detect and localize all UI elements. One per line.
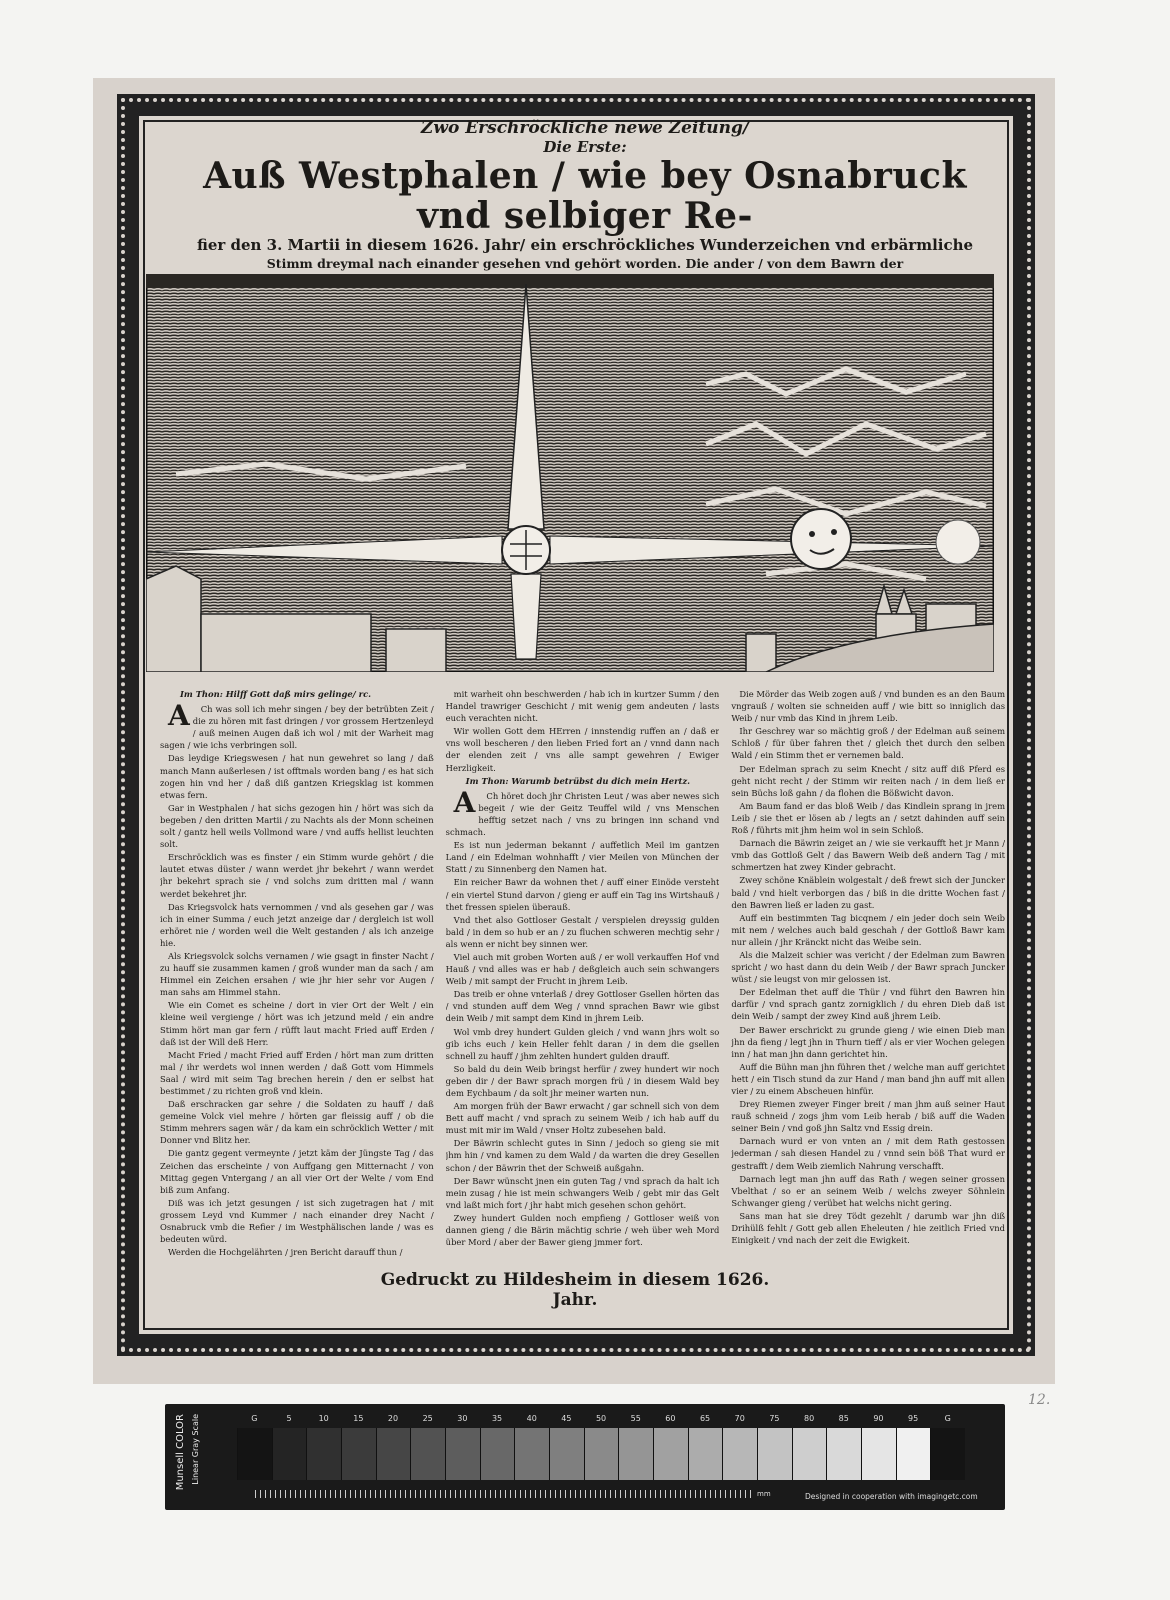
gray-patch [341, 1428, 376, 1480]
title-line-4: fier den 3. Martii in diesem 1626. Jahr/ ein erschröckliches Wunderzeichen vnd erbärmliche [196, 236, 974, 254]
gray-patch [896, 1428, 931, 1480]
verse: Erschröcklich was es finster / ein Stimm wurde gehört / die lautet etwas düster / wann werdet jhr bekehrt / wann werdet jhr bekehrt sprach sie / vnd solchs zum dritten mal / wann werdet bekehret jhr. [160, 852, 434, 899]
gray-patch [757, 1428, 792, 1480]
text-column-1 [160, 688, 434, 1268]
gray-patch [272, 1428, 307, 1480]
verse: Daß erschracken gar sehre / die Soldaten zu hauff / daß gemeine Volck viel mehre / hörten gar fleissig auff / ob die Stimm mehrers sagen wär / da kam ein schröcklich Wetter / mit Donner vnd Blitz her. [160, 1099, 434, 1146]
verse: Auff ein bestimmten Tag bicqnem / ein jeder doch sein Weib mit nem / welches auch bald geschah / der Gottloß Bawr kam nur allein / jhr Kränckt nicht das Weibe sein. [731, 912, 1006, 947]
verse: Diß was ich jetzt gesungen / ist sich zugetragen hat / mit grossem Leyd vnd Kummer / nach einander drey Nacht / Osnabruck vmb die Refier / im Westphälischen lande / was es bedeuten würd. [160, 1197, 434, 1245]
verse: Der Edelman sprach zu seim Knecht / sitz auff diß Pferd es geht nicht recht / der Stimm wir reiten nach / in dem ließ er sein Büchs loß gahn / da flohen die Bößwicht davon. [731, 763, 1006, 798]
verse: Viel auch mit groben Worten auß / er woll verkauffen Hof vnd Hauß / vnd alles was er hab / deßgleich auch sein schwangers Weib / mit sampt der Frucht in jhrem Leib. [445, 951, 720, 987]
title-line-1: Zwo Erschröckliche newe Zeitung/ [420, 118, 750, 138]
main-title: Auß Westphalen / wie bey Osnabruck vnd selbiger Re- [203, 155, 967, 237]
woodcut-illustration [146, 274, 994, 672]
gray-patch [618, 1428, 653, 1480]
verse: Das Kriegsvolck hats vernommen / vnd als gesehen gar / was ich in einer Summa / euch jetzt anzeige dar / dergleich ist woll erhöret nie / worden weil die Welt gestanden / als ich anzeige hie. [160, 901, 434, 948]
verse: Zwey schöne Knäblein wolgestalt / deß frewt sich der Juncker bald / vnd hielt verborgen das / biß in die dritte Wochen fast / den Bawren ließ er laden zu gast. [731, 875, 1006, 910]
scale-label: 70 [734, 1414, 745, 1423]
scale-label: 75 [769, 1414, 780, 1423]
scale-label: 90 [873, 1414, 884, 1423]
scale-label: 15 [353, 1414, 364, 1423]
verse: Darnach wurd er von vnten an / mit dem Rath gestossen jederman / sah diesen Handel zu / vnnd sein böß That wurd er gestrafft / dem Weib ziemlich Nahrung verschafft. [731, 1136, 1006, 1171]
scale-label: 50 [595, 1414, 607, 1423]
scale-label: 5 [286, 1414, 292, 1423]
verse: Wol vmb drey hundert Gulden gleich / vnd wann jhrs wolt so gib ichs euch / kein Heller fehlt daran / in dem die gsellen schnell zu hauff / jhm zehlten hundert gulden drauff. [445, 1026, 720, 1061]
verse: Am Baum fand er das bloß Weib / das Kindlein sprang in jrem Leib / sie thet er lösen ab / legts an / setzt dahinden auff sein Roß / führts mit jhm heim wol in sein Schloß. [731, 800, 1006, 836]
gray-patch [653, 1428, 688, 1480]
verse: So bald du dein Weib bringst herfür / zwey hundert wir noch geben dir / der Bawr sprach morgen frü / in diesem Wald bey dem Eychbaum / da solt jhr meiner warten nun. [445, 1063, 720, 1098]
gray-patch [688, 1428, 723, 1480]
munsell-logo: Munsell COLOR [175, 1414, 186, 1491]
verse: A Ch höret doch jhr Christen Leut / was aber newes sich begeit / wie der Geitz Teuffel wild / vns Menschen hefftig setzet nach / vns zu bringen inn schand vnd schmach. [445, 785, 720, 838]
gray-scale-target [165, 1404, 1005, 1510]
gray-patch [514, 1428, 549, 1480]
gray-patch [549, 1428, 584, 1480]
scale-label: 60 [665, 1414, 676, 1423]
verse: Der Edelman thet auff die Thür / vnd führt den Bawren hin darfür / vnd sprach gantz zornigklich / du ehren Dieb daß ist dein Weib / sampt der zwey Kind auß jhrem Leib. [731, 987, 1006, 1022]
verse: Darnach legt man jhn auff das Rath / wegen seiner grossen Vbelthat / so er an seinem Weib / welchs zweyer Söhnlein Schwanger gieng / verübet hat welchs nicht gering. [731, 1173, 1006, 1208]
melody-note-1: Im Thon: Hilff Gott daß mirs gelinge/ rc. [180, 689, 372, 699]
verse: Drey Riemen zweyer Finger breit / man jhm auß seiner Haut rauß schneid / zogs jhm vom Leib herab / biß auff die Waden seiner Bein / vnd goß jhn Saltz vnd Essig drein. [731, 1099, 1006, 1134]
pencil-annotation: 12. [1028, 1392, 1051, 1408]
verse: Das leydige Kriegswesen / hat nun gewehret so lang / daß manch Mann außerlesen / ist offtmals worden bang / es hat sich zogen hin vnd her / daß diß gantzen Kriegsklag ist kommen etwas fern. [160, 753, 434, 800]
verse: Zwey hundert Gulden noch empfieng / Gottloser weiß von dannen gieng / die Bärin mächtig schrie / weh über weh Mord über Mord / aber der Bawer gieng jmmer fort. [445, 1212, 720, 1248]
title-block [165, 118, 1005, 289]
scale-label: 45 [561, 1414, 572, 1423]
verse: A Ch was soll ich mehr singen / bey der betrübten Zeit / die zu hören mit fast dringen / vor grossem Hertzenleyd / auß meinen Augen daß ich wol / mit der Warheit mag sagen / wie ichs verbringen soll. [160, 699, 434, 751]
text-column-2 [446, 688, 720, 1268]
gray-patches [237, 1428, 965, 1480]
title-line-5: Stimm dreymal nach einander gesehen vnd gehört worden. Die ander / von dem Bawrn der [266, 256, 904, 271]
verse: Als Kriegsvolck solchs vernamen / wie gsagt in finster Nacht / zu hauff sie zusammen kamen / groß wunder man da sach / am Himmel ein Zeichen ersahen / wie jhr hier sehr vor Augen / man sahs am Himmel stahn. [160, 950, 434, 998]
title-line-2: Die Erste: [543, 138, 627, 156]
scale-label: G [251, 1414, 258, 1423]
scale-label: 40 [526, 1414, 537, 1423]
verse: Darnach die Bäwrin zeiget an / wie sie verkaufft het jr Mann / vmb das Gottloß Gelt / das Bawern Weib deß andern Tag / mit schmertzen hat zwey Kinder gebracht. [731, 838, 1006, 873]
verse: Das treib er ohne vnterlaß / drey Gottloser Gsellen hörten das / vnd stunden auff dem Weg / vnnd sprachen Bawr wie gibst dein Weib / mit sampt dem Kind in jhrem Leib. [445, 989, 720, 1024]
scale-label: 55 [630, 1414, 641, 1423]
verse: Es ist nun jederman bekannt / auffetlich Meil im gantzen Land / ein Edelman wohnhafft / vier Meilen von München der Statt / zu Sinnenberg den Namen hat. [445, 840, 720, 875]
verse: Wie ein Comet es scheine / dort in vier Ort der Welt / ein kleine weil vergienge / hört was ich jetzund meld / ein andre Stimm hört man gar fern / rüfft laut macht Fried auff Erden / daß ist der Will deß Herr. [160, 1000, 434, 1047]
verse: Als die Malzeit schier was vericht / der Edelman zum Bawren spricht / wo hast dann du dein Weib / der Bawr sprach Juncker wüst / sie leugst von mir gelossen ist. [731, 949, 1006, 985]
verse: Der Bäwrin schlecht gutes in Sinn / jedoch so gieng sie mit jhm hin / vnd kamen zu dem Wald / da warten die drey Gesellen schon / der Bäwrin thet der Schweiß außgahn. [445, 1138, 720, 1173]
scale-label: 80 [803, 1414, 815, 1423]
verse: Der Bawr wünscht jnen ein guten Tag / vnd sprach da halt ich mein zusag / hie ist mein schwangers Weib / gebt mir das Gelt vnd laßt mich fort / jhr habt mich gesehen schon gehört. [445, 1175, 720, 1210]
verse: Werden die Hochgelährten / jren Bericht darauff thun / [168, 1247, 403, 1258]
gray-patch [930, 1428, 965, 1480]
verse: Wir wollen Gott dem HErren / innstendig ruffen an / daß er vns woll bescheren / den lieben Fried fort an / vnnd dann nach der elenden zeit / vns alle sampt gewehren / Ewiger Herzligkeit. [445, 726, 720, 773]
scale-labels [237, 1414, 965, 1423]
gray-patch [445, 1428, 480, 1480]
scale-label: 35 [491, 1414, 503, 1423]
imprint-line: Gedruckt zu Hildesheim in diesem 1626. Jahr. [380, 1270, 770, 1310]
scale-title: Linear Gray Scale [191, 1414, 200, 1485]
verse: Ein reicher Bawr da wohnen thet / auff einer Einöde versteht / ein viertel Stund darvon / gieng er auff ein Tag ins Wirtshauß / thet fressen spielen überauß. [445, 877, 720, 912]
melody-note-2: Im Thon: Warumb betrübst du dich mein Hertz. [465, 775, 691, 786]
gray-patch [306, 1428, 341, 1480]
scale-label: 65 [699, 1414, 711, 1423]
gray-patch [584, 1428, 619, 1480]
drop-cap-icon: A [168, 699, 190, 733]
verse: Ihr Geschrey war so mächtig groß / der Edelman auß seinem Schloß / für über fahren thet / gleich thet durch den selben Wald / ein Stimm thet er vernemen bald. [731, 726, 1006, 761]
scale-label: 30 [457, 1414, 468, 1423]
scale-label: 85 [838, 1414, 849, 1423]
scale-label: 95 [908, 1414, 919, 1423]
scale-label: 25 [422, 1414, 433, 1423]
gray-patch [376, 1428, 411, 1480]
gray-patch [237, 1428, 272, 1480]
scale-label: 20 [387, 1414, 399, 1423]
gray-patch [480, 1428, 515, 1480]
ballad-text-columns [160, 688, 1005, 1268]
ruler-unit: mm [757, 1490, 771, 1498]
drop-cap-icon: A [453, 785, 476, 819]
verse: Die Mörder das Weib zogen auß / vnd bunden es an den Baum vngrauß / wolten sie schneiden auff / wie bitt so inniglich das Weib / nur vmb das Kind in jhrem Leib. [731, 689, 1006, 724]
verse: Auff die Bühn man jhn führen thet / welche man auff gerichtet hett / ein Tisch stund da zur Hand / man band jhn auff mit allen vier / zu einem Abscheuen hinfür. [731, 1061, 1006, 1096]
verse: Der Bawer erschrickt zu grunde gieng / wie einen Dieb man jhn da fieng / legt jhn in Thurn tieff / als er vier Wochen gelegen inn / hat man jhn dann gerichtet hin. [731, 1024, 1006, 1059]
scale-label: G [944, 1414, 951, 1423]
gray-patch [722, 1428, 757, 1480]
gray-patch [826, 1428, 861, 1480]
verse: Vnd thet also Gottloser Gestalt / verspielen dreyssig gulden bald / in dem so hub er an / zu fluchen schweren mechtig sehr / als wenn er nicht bey sinnen wer. [445, 914, 720, 949]
verse: Sans man hat sie drey Tödt gezehlt / darumb war jhn diß Drihülß fehlt / Gott geb allen Eheleuten / hie zeitlich Fried vnd Einigkeit / vnd nach der zeit die Ewigkeit. [731, 1210, 1006, 1246]
mm-ruler [255, 1490, 755, 1498]
gray-patch [410, 1428, 445, 1480]
gray-patch [792, 1428, 827, 1480]
scale-label: 10 [318, 1414, 329, 1423]
verse: Am morgen früh der Bawr erwacht / gar schnell sich von dem Bett auff macht / vnd sprach zu seinem Weib / ich hab auff du must mit mir im Wald / vnser Holtz zubesehen bald. [445, 1101, 720, 1136]
scale-credit: Designed in cooperation with imagingetc.com [805, 1492, 978, 1501]
verse: Die gantz gegent vermeynte / jetzt käm der Jüngste Tag / das Zeichen das erscheinte / von Auffgang gen Mitternacht / von Mittag gegen Vntergang / an all vier Ort der Welte / vom End biß zum Anfang. [160, 1148, 434, 1195]
scale-branding [171, 1414, 209, 1500]
verse: Macht Fried / macht Fried auff Erden / hört man zum dritten mal / ihr werdets wol innen werden / daß Gott vom Himmels Saal / wird mit seim Tag brechen herein / den er selbst hat bestimmet / zu richten groß vnd klein. [160, 1049, 434, 1096]
gray-patch [861, 1428, 896, 1480]
text-column-3 [731, 688, 1005, 1268]
verse: mit warheit ohn beschwerden / hab ich in kurtzer Summ / den Handel trawriger Geschicht / mit wenig gem andeuten / lasts euch verachten nicht. [445, 689, 720, 724]
verse: Gar in Westphalen / hat sichs gezogen hin / hört was sich da begeben / den dritten Martii / zu Nachts als der Monn scheinen solt / gantz hell weils Vollmond ware / vnd auffs hellist leuchten solt. [160, 802, 434, 850]
